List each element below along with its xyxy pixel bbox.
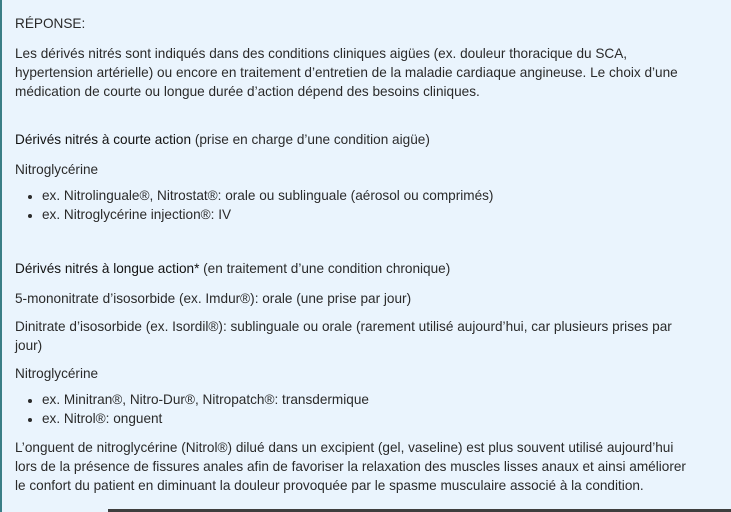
isosorbide-dinitrate-paragraph: Dinitrate d’isosorbide (ex. Isordil®): sublinguale ou orale (rarement utilisé aujourd’hui, car plusieurs prises par jour) [15, 319, 672, 353]
list-item: • ex. Nitroglycérine injection®: IV [42, 205, 689, 224]
answer-heading: RÉPONSE: [15, 16, 86, 31]
long-action-list [15, 390, 689, 428]
list-item: • ex. Nitrol®: onguent [42, 409, 689, 428]
ointment-note-paragraph: L’onguent de nitroglycérine (Nitrol®) dilué dans un excipient (gel, vaseline) est plus souvent utilisé aujourd’hui lors de la présence de fissures anales afin de favoriser la relaxation des muscles lisses anaux et ainsi améliorer le confort du patient en diminuant la douleur provoquée par le spasme musculaire associé à la condition. [15, 440, 686, 493]
short-action-subtitle: (prise en charge d’une condition aigüe) [191, 132, 430, 147]
short-action-title: Dérivés nitrés à courte action [15, 132, 192, 147]
long-action-drug: Nitroglycérine [15, 366, 99, 381]
intro-paragraph: Les dérivés nitrés sont indiqués dans des conditions cliniques aigües (ex. douleur thoracique du SCA, hypertension artérielle) ou encore en traitement d’entretien de la maladie cardiaque angineuse. Le choix d’une médication de courte ou longue durée d’action dépend des besoins cliniques. [15, 46, 678, 99]
list-item: • ex. Minitran®, Nitro-Dur®, Nitropatch®: transdermique [42, 390, 689, 409]
isosorbide-mononitrate-paragraph: 5-mononitrate d’isosorbide (ex. Imdur®): orale (une prise par jour) [15, 291, 412, 306]
short-action-section-title [15, 130, 689, 149]
short-action-drug: Nitroglycérine [15, 162, 99, 177]
list-item: • ex. Nitrolinguale®, Nitrostat®: orale ou sublinguale (aérosol ou comprimés) [42, 186, 689, 205]
short-action-list [15, 186, 689, 224]
long-action-section-title [15, 259, 689, 278]
long-action-title: Dérivés nitrés à longue action* [15, 261, 200, 276]
long-action-subtitle: (en traitement d’une condition chronique) [199, 261, 451, 276]
